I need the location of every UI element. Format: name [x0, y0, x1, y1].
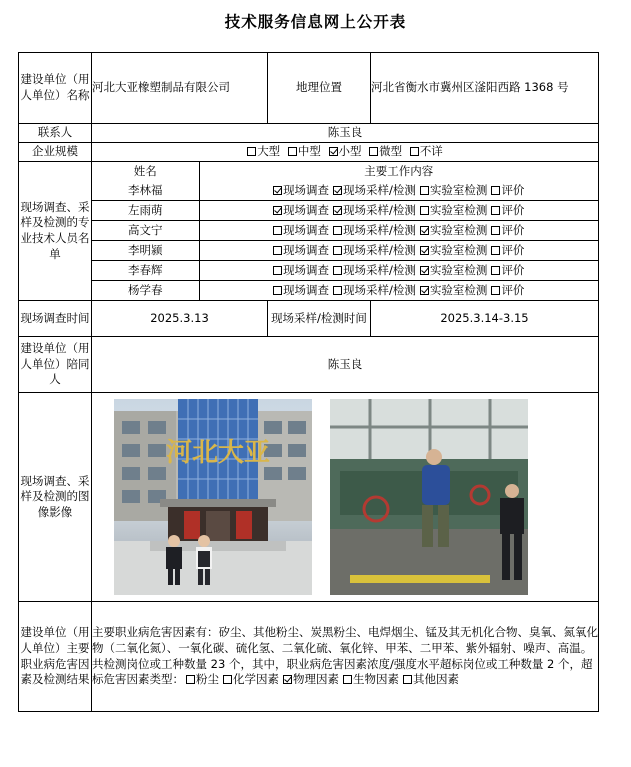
work-item: 评价: [491, 243, 524, 257]
work-item: 现场调查: [273, 263, 329, 277]
checkbox: [333, 186, 342, 195]
checkbox: [333, 246, 342, 255]
org-label: 建设单位（用人单位）名称: [19, 53, 92, 124]
checkbox: [333, 286, 342, 295]
checkbox: [491, 226, 500, 235]
document-title: 技术服务信息网上公开表: [224, 13, 407, 31]
checkbox: [288, 147, 297, 156]
checkbox: [420, 206, 429, 215]
companion-label: 建设单位（用人单位）陪同人: [19, 337, 92, 393]
work-item: 实验室检测: [420, 183, 488, 197]
scale-options: [92, 143, 599, 162]
scale-option: 微型: [369, 144, 402, 158]
staff-header: [92, 162, 598, 181]
companion-value: 陈玉良: [92, 337, 599, 393]
scale-option: 中型: [288, 144, 321, 158]
work-header: 主要工作内容: [199, 162, 598, 181]
sampling-time-value: 2025.3.14-3.15: [371, 301, 599, 337]
contact-row: [19, 124, 599, 143]
work-item: 评价: [491, 183, 524, 197]
staff-name: 高文宁: [92, 221, 199, 241]
site-photo-building: [114, 399, 312, 595]
workshop-illustration: [330, 399, 528, 595]
work-item: 现场调查: [273, 283, 329, 297]
location-label: 地理位置: [268, 53, 371, 124]
staff-member-row: [92, 261, 598, 281]
contact-label: 联系人: [19, 124, 92, 143]
work-item: 现场采样/检测: [333, 203, 416, 217]
staff-name: 李林福: [92, 181, 199, 201]
work-item: 评价: [491, 203, 524, 217]
staff-work: [199, 221, 598, 241]
checkbox: [333, 206, 342, 215]
checkbox: [283, 675, 292, 684]
results-label: 建设单位（用人单位）主要职业病危害因素及检测结果: [19, 602, 92, 712]
org-row: [19, 53, 599, 124]
hazard-summary: 共检测岗位或工种数量 23 个，其中，职业病危害因素浓度/强度水平超标岗位或工种数量 2 个，超标危害因素类型： 粉尘 化学因素 物理因素 生物因素 其他因素: [92, 656, 593, 687]
checkbox: [329, 147, 338, 156]
scale-option: 小型: [329, 144, 362, 158]
checkbox: [333, 226, 342, 235]
staff-name: 李明颍: [92, 241, 199, 261]
work-item: 现场采样/检测: [333, 283, 416, 297]
work-item: 评价: [491, 223, 524, 237]
staff-member-row: [92, 221, 598, 241]
work-item: 现场调查: [273, 183, 329, 197]
checkbox: [491, 286, 500, 295]
staff-work: [199, 261, 598, 281]
staff-label: 现场调查、采样及检测的专业技术人员名单: [19, 162, 92, 301]
building-illustration: [114, 399, 312, 595]
work-item: 评价: [491, 263, 524, 277]
hazard-type-option: 生物因素: [343, 672, 399, 686]
checkbox: [410, 147, 419, 156]
checkbox: [420, 246, 429, 255]
scale-option: 不详: [410, 144, 443, 158]
checkbox: [273, 246, 282, 255]
staff-member-row: [92, 241, 598, 261]
staff-work: [199, 201, 598, 221]
checkbox: [247, 147, 256, 156]
checkbox: [223, 675, 232, 684]
checkbox: [420, 266, 429, 275]
work-item: 实验室检测: [420, 283, 488, 297]
checkbox: [420, 226, 429, 235]
work-item: 现场调查: [273, 203, 329, 217]
work-item: 实验室检测: [420, 223, 488, 237]
building-sign: 河北大亚: [165, 438, 271, 468]
hazard-list: 主要职业病危害因素有：矽尘、其他粉尘、炭黑粉尘、电焊烟尘、锰及其无机化合物、臭氧、氮氧化物（二氧化氮）、一氧化碳、硫化氢、二氧化硫、氧化锌、甲苯、二甲苯、紫外辐射、噪声、高温。: [92, 625, 598, 655]
work-item: 评价: [491, 283, 524, 297]
staff-work: [199, 241, 598, 261]
location-value: 河北省衡水市冀州区滏阳西路 1368 号: [371, 53, 599, 124]
checkbox: [186, 675, 195, 684]
hazard-type-option: 化学因素: [223, 672, 279, 686]
checkbox: [273, 286, 282, 295]
time-row: [19, 301, 599, 337]
name-header: 姓名: [92, 162, 199, 181]
checkbox: [369, 147, 378, 156]
scale-option: 大型: [247, 144, 280, 158]
staff-cell: [92, 162, 599, 301]
scale-row: [19, 143, 599, 162]
site-photo-workshop: [330, 399, 528, 595]
hazard-type-option: 物理因素: [283, 672, 339, 686]
disclosure-table: [18, 52, 599, 712]
work-item: 现场采样/检测: [333, 223, 416, 237]
work-item: 现场采样/检测: [333, 263, 416, 277]
results-row: [19, 602, 599, 712]
staff-name: 李春辉: [92, 261, 199, 281]
checkbox: [273, 266, 282, 275]
hazard-type-option: 其他因素: [403, 672, 459, 686]
survey-time-label: 现场调查时间: [19, 301, 92, 337]
org-value: 河北大亚橡塑制品有限公司: [92, 53, 268, 124]
hazard-type-option: 粉尘: [186, 672, 219, 686]
checkbox: [273, 186, 282, 195]
staff-table: [92, 162, 598, 300]
checkbox: [491, 186, 500, 195]
staff-member-row: [92, 181, 598, 201]
work-item: 实验室检测: [420, 243, 488, 257]
work-item: 实验室检测: [420, 203, 488, 217]
images-row: [19, 393, 599, 602]
checkbox: [343, 675, 352, 684]
checkbox: [403, 675, 412, 684]
results-content: [92, 602, 599, 712]
staff-work: [199, 281, 598, 301]
staff-name: 左雨萌: [92, 201, 199, 221]
checkbox: [491, 266, 500, 275]
checkbox: [273, 226, 282, 235]
contact-value: 陈玉良: [92, 124, 599, 143]
companion-row: [19, 337, 599, 393]
work-item: 现场采样/检测: [333, 243, 416, 257]
checkbox: [420, 286, 429, 295]
checkbox: [491, 246, 500, 255]
images-label: 现场调查、采样及检测的图像影像: [19, 393, 92, 602]
work-item: 现场调查: [273, 243, 329, 257]
work-item: 现场调查: [273, 223, 329, 237]
checkbox: [273, 206, 282, 215]
staff-row: [19, 162, 599, 301]
staff-name: 杨学春: [92, 281, 199, 301]
staff-work: [199, 181, 598, 201]
work-item: 实验室检测: [420, 263, 488, 277]
scale-label: 企业规模: [19, 143, 92, 162]
sampling-time-label: 现场采样/检测时间: [268, 301, 371, 337]
checkbox: [491, 206, 500, 215]
photo-area: [92, 393, 598, 601]
checkbox: [420, 186, 429, 195]
staff-member-row: [92, 201, 598, 221]
staff-member-row: [92, 281, 598, 301]
survey-time-value: 2025.3.13: [92, 301, 268, 337]
checkbox: [333, 266, 342, 275]
work-item: 现场采样/检测: [333, 183, 416, 197]
